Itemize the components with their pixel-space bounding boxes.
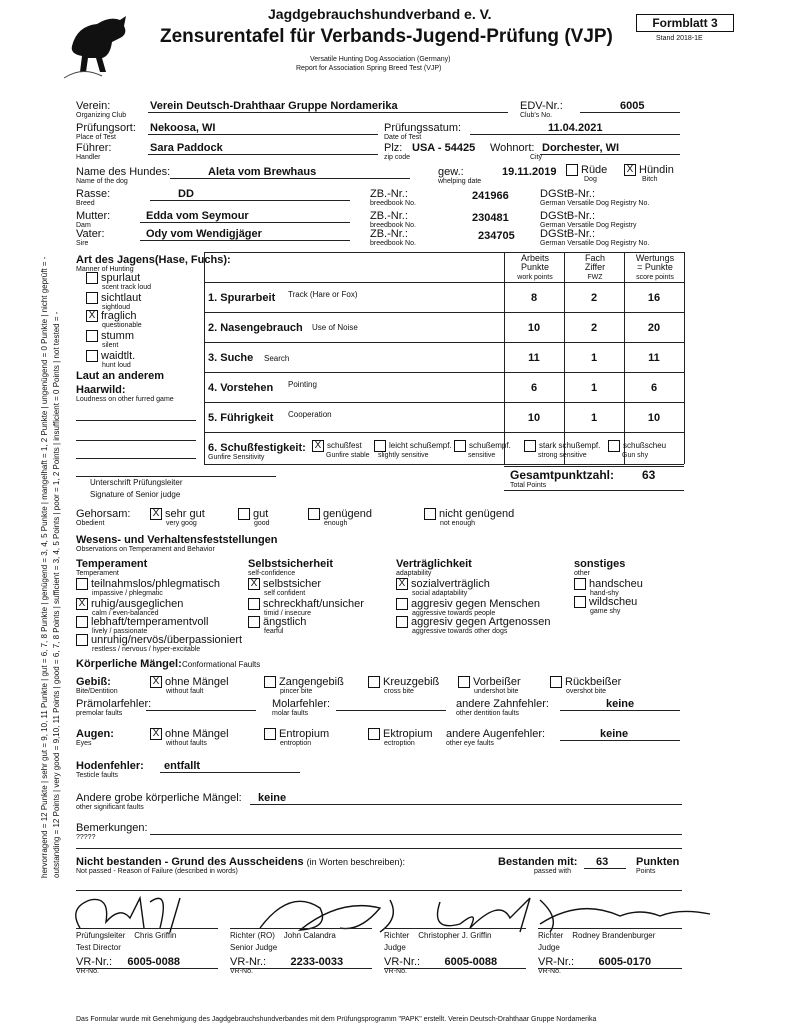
dgstb-label: DGStB-Nr.: German Versatile Dog Registry No. xyxy=(540,188,650,207)
jagen-option: stumm silent xyxy=(86,330,134,350)
jagen-option: X fraglich questionable xyxy=(86,310,142,330)
wesen-title: Wesens- und Verhaltensfeststellungen Observations on Temperament and Behavior xyxy=(76,534,278,553)
dgstb3-label: DGStB-Nr.: German Versatile Dog Registry No. xyxy=(540,228,650,247)
score-row-score: 11 xyxy=(648,352,660,364)
hoden-label: Hodenfehler: Testicle faults xyxy=(76,760,144,779)
wohnort-value: Dorchester, WI xyxy=(542,142,620,154)
score-row-title: 5. Führigkeit xyxy=(208,412,274,424)
plz-label: Plz: zip code xyxy=(384,142,411,161)
gew-value: 19.11.2019 xyxy=(502,166,557,178)
andere-augen-value: keine xyxy=(600,728,629,740)
temperament-title: Temperament Temperament xyxy=(76,558,148,577)
gunfire-option: schußempf. sensitive xyxy=(454,440,511,460)
edv-label: EDV-Nr.: Club's No. xyxy=(520,100,563,119)
gunfire-title: 6. Schußfestigkeit: Gunfire Sensitivity xyxy=(208,442,306,461)
score-row-points: 6 xyxy=(530,382,538,394)
gebiss-label: Gebiß: Bite/Dentition xyxy=(76,676,118,695)
dog-name-value: Aleta vom Brewhaus xyxy=(208,166,317,178)
fuehrer-value: Sara Paddock xyxy=(150,142,223,154)
score-row-title: 2. Nasengebrauch xyxy=(208,322,303,334)
zb-label: ZB.-Nr.: breedbook No. xyxy=(370,188,416,207)
vertrag-option: aggresiv gegen Menschen aggressive towards people xyxy=(396,598,540,618)
score-row-score: 6 xyxy=(650,382,658,394)
gunfire-option: X schußfest Gunfire stable xyxy=(312,440,370,460)
bemerk-label: Bemerkungen: ????? xyxy=(76,822,148,841)
andere-zahn-label: andere Zahnfehler: other dentition faults xyxy=(456,698,549,717)
grobe-value: keine xyxy=(258,792,287,804)
koerper-title: Körperliche Mängel: xyxy=(76,658,182,670)
mutter-value: Edda vom Seymour xyxy=(146,210,249,222)
score-row-en: Track (Hare or Fox) xyxy=(288,290,358,299)
praemolar-label: Prämolarfehler: premolar faults xyxy=(76,698,152,717)
dog-name-label: Name des Hundes: Name of the dog xyxy=(76,166,171,185)
score-row-score: 20 xyxy=(647,322,661,334)
judge-block: Richter Rodney Brandenburger Judge xyxy=(538,931,656,952)
mutter-zb-value: 230481 xyxy=(472,212,509,224)
dgstb2-label: DGStB-Nr.: German Versatile Dog Registry xyxy=(540,210,637,229)
plz-value: USA - 54425 xyxy=(412,142,476,154)
temperament-option: X ruhig/ausgeglichen calm / even-balanced xyxy=(76,598,183,618)
score-row-points: 11 xyxy=(528,352,540,364)
col-arbeit-header: Arbeits Punkte work points xyxy=(517,253,553,281)
sonst-option: wildscheu game shy xyxy=(574,596,637,616)
score-row-fwz: 1 xyxy=(590,412,598,424)
selbst-option: X selbstsicher self confident xyxy=(248,578,321,598)
koerper-title-en: Conformational Faults xyxy=(182,660,261,669)
hoden-value: entfallt xyxy=(164,760,201,772)
jagen-option: spurlaut scent track loud xyxy=(86,272,151,292)
laut-label: Laut an anderem xyxy=(76,370,165,382)
score-row-score: 10 xyxy=(647,412,661,424)
gebiss-option: Zangengebiß pincer bite xyxy=(264,676,344,696)
score-row-en: Pointing xyxy=(288,380,317,389)
footer-note: Das Formular wurde mit Genehmigung des Jagdgebrauchshundverbandes mit dem Prüfungsprogramm "PAPK" erstellt. Verein Deutsch-Drahthaar Gruppe Nordamerika xyxy=(76,1016,597,1023)
andere-augen-label: andere Augenfehler: other eye faults xyxy=(446,728,546,747)
sonst-title: sonstiges other xyxy=(574,558,626,577)
ruede-checkbox: Rüde Dog xyxy=(566,164,607,184)
zb-value: 241966 xyxy=(472,190,509,202)
molar-label: Molarfehler: molar faults xyxy=(272,698,331,717)
score-row-fwz: 2 xyxy=(590,322,598,334)
selbst-title: Selbstsicherheit self-confidence xyxy=(248,558,333,577)
pass-label: Bestanden mit: passed with xyxy=(498,856,578,875)
form-label: Formblatt 3 xyxy=(636,14,734,32)
page-title: Zensurentafel für Verbands-Jugend-Prüfung (VJP) xyxy=(160,26,613,47)
verein-label: Verein: Organizing Club xyxy=(76,100,127,119)
selbst-option: ängstlich fearful xyxy=(248,616,306,636)
score-row-points: 10 xyxy=(527,322,541,334)
col-wert-header: Wertungs = Punkte score points xyxy=(635,253,675,281)
pass-value: 63 xyxy=(596,856,609,868)
gebiss-option: Vorbeißer undershot bite xyxy=(458,676,521,696)
temperament-option: lebhaft/temperamentvoll lively / passionate xyxy=(76,616,208,636)
judge-vr: VR-Nr.: 2233-0033 VR-No. xyxy=(230,956,344,975)
mutter-label: Mutter: Dam xyxy=(76,210,111,229)
judge-block: Richter (RO) John Calandra Senior Judge xyxy=(230,931,336,952)
datum-label: Prüfungssatum: Date of Test xyxy=(384,122,462,141)
col-fach-header: Fach Ziffer FWZ xyxy=(584,253,606,281)
rasse-value: DD xyxy=(178,188,194,200)
edv-value: 6005 xyxy=(620,100,645,112)
sig-label: Unterschrift Prüfungsleiter xyxy=(90,478,183,487)
mutter-zb-label: ZB.-Nr.: breedbook No. xyxy=(370,210,416,229)
vertrag-option: aggresiv gegen Artgenossen aggressive towards other dogs xyxy=(396,616,550,636)
gunfire-option: leicht schußempf. slightly sensitive xyxy=(374,440,452,460)
side-scale-german: hervorragend = 12 Punkte | sehr gut = 9, 10, 11 Punkte | gut = 6, 7, 8 Punkte | genügend = 3, 4, 5 Punkte | mangelhaft = 1, 2 Punkte | ungenügend = 0 Punkte | nicht geprüft = - xyxy=(40,256,49,878)
vater-value: Ody vom Wendigjäger xyxy=(146,228,262,240)
gehorsam-option: X sehr gut very goog xyxy=(150,508,205,528)
gehorsam-label: Gehorsam: Obedient xyxy=(76,508,131,527)
fuehrer-label: Führer: Handler xyxy=(76,142,112,161)
ort-label: Prüfungsort: Place of Test xyxy=(76,122,136,141)
vertrag-option: X sozialverträglich social adaptability xyxy=(396,578,490,598)
sig-sub: Signature of Senior judge xyxy=(90,490,181,499)
verein-value: Verein Deutsch-Drahthaar Gruppe Nordamerika xyxy=(150,100,398,112)
wohnort-label: Wohnort: City xyxy=(490,142,543,161)
judge-vr: VR-Nr.: 6005-0088 VR-No. xyxy=(76,956,180,975)
score-row-title: 3. Suche xyxy=(208,352,254,364)
huendin-checkbox: X Hündin Bitch xyxy=(624,164,674,184)
haarwild-label: Haarwild: Loudness on other furred game xyxy=(76,384,174,403)
judge-block: Richter Christopher J. Griffin Judge xyxy=(384,931,492,952)
score-row-en: Search xyxy=(264,354,290,363)
score-row-en: Cooperation xyxy=(288,410,332,419)
augen-option: Ektropium ectroption xyxy=(368,728,433,748)
score-row-fwz: 2 xyxy=(590,292,598,304)
gew-label: gew.: whelping date xyxy=(438,166,482,185)
score-row-title: 1. Spurarbeit xyxy=(208,292,276,304)
vertrag-title: Verträglichkeit adaptability xyxy=(396,558,472,577)
selbst-option: schreckhaft/unsicher timid / insecure xyxy=(248,598,364,618)
subtitle-2: Report for Association Spring Breed Test (VJP) xyxy=(296,65,442,72)
score-row-en: Use of Noise xyxy=(312,323,358,332)
gunfire-option: schußscheu Gun shy xyxy=(608,440,666,460)
score-row-fwz: 1 xyxy=(590,352,598,364)
gehorsam-option: nicht genügend not enough xyxy=(424,508,514,528)
vater-label: Vater: Sire xyxy=(76,228,105,247)
vater-zb-value: 234705 xyxy=(478,230,515,242)
score-row-points: 8 xyxy=(530,292,538,304)
score-row-fwz: 1 xyxy=(590,382,598,394)
jagen-option: sichtlaut sightloud xyxy=(86,292,141,312)
rasse-label: Rasse: Breed xyxy=(76,188,111,207)
gehorsam-option: genügend enough xyxy=(308,508,372,528)
jagen-label: Art des Jagens(Hase, Fuchs): Manner of Hunting xyxy=(76,254,231,273)
side-scale-english: outstanding = 12 Points | very good = 9,10, 11 Points | good = 6, 7, 8 Points | sufficient = 3, 4, 5 Points | poor = 1, 2 Points | insufficient = 0 Points | not tested = - xyxy=(52,311,61,878)
temperament-option: teilnahmslos/phlegmatisch impassive / phlegmatic xyxy=(76,578,220,598)
judge-vr: VR-Nr.: 6005-0170 VR-No. xyxy=(538,956,652,975)
dog-logo-icon xyxy=(62,6,132,80)
fail-label: Nicht bestanden - Grund des Ausscheidens (in Worten beschreiben): Not passed - Reason of Failure (described in words) xyxy=(76,856,406,875)
association-name: Jagdgebrauchshundverband e. V. xyxy=(268,6,492,22)
total-value: 63 xyxy=(642,468,656,482)
gebiss-option: X ohne Mängel without fault xyxy=(150,676,229,696)
form-version: Stand 2018-1E xyxy=(656,35,703,42)
gebiss-option: Rückbeißer overshot bite xyxy=(550,676,621,696)
jagen-option: waidtlt. hunt loud xyxy=(86,350,135,370)
andere-zahn-value: keine xyxy=(606,698,635,710)
gunfire-option: stark schußempf. strong sensitive xyxy=(524,440,600,460)
augen-option: X ohne Mängel without faults xyxy=(150,728,229,748)
vater-zb-label: ZB.-Nr.: breedbook No. xyxy=(370,228,416,247)
ort-value: Nekoosa, WI xyxy=(150,122,216,134)
gehorsam-option: gut good xyxy=(238,508,270,528)
score-row-score: 16 xyxy=(647,292,661,304)
temperament-option: unruhig/nervös/überpassioniert restless / nervous / hyper-excitable xyxy=(76,634,242,654)
score-row-title: 4. Vorstehen xyxy=(208,382,274,394)
score-row-points: 10 xyxy=(527,412,541,424)
grobe-label: Andere grobe körperliche Mängel: other significant faults xyxy=(76,792,242,811)
subtitle-1: Versatile Hunting Dog Association (Germany) xyxy=(310,56,451,63)
punkten-label: Punkten Points xyxy=(636,856,680,875)
augen-option: Entropium entroption xyxy=(264,728,329,748)
total-label: Gesamtpunktzahl: Total Points xyxy=(510,468,615,489)
sonst-option: handscheu hand-shy xyxy=(574,578,643,598)
judge-block: Prüfungsleiter Chris Griffin Test Director xyxy=(76,931,177,952)
judge-vr: VR-Nr.: 6005-0088 VR-No. xyxy=(384,956,498,975)
augen-label: Augen: Eyes xyxy=(76,728,114,747)
gebiss-option: Kreuzgebiß cross bite xyxy=(368,676,439,696)
datum-value: 11.04.2021 xyxy=(548,122,603,134)
